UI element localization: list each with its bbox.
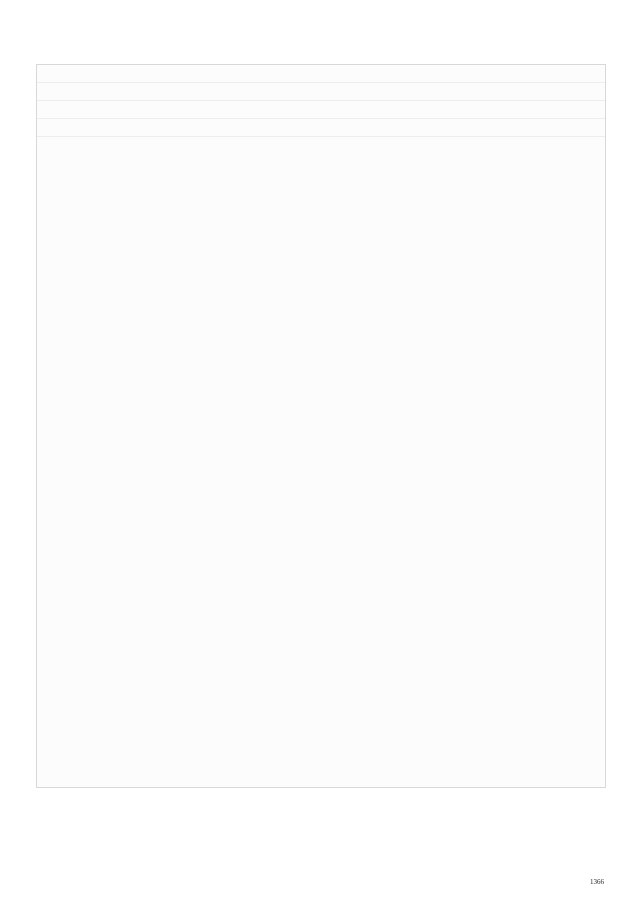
- scan-line: [37, 100, 605, 101]
- scan-content: [36, 64, 606, 788]
- scan-line: [37, 136, 605, 137]
- page-number: 1366: [590, 878, 604, 886]
- scan-line: [37, 118, 605, 119]
- scan-line: [37, 82, 605, 83]
